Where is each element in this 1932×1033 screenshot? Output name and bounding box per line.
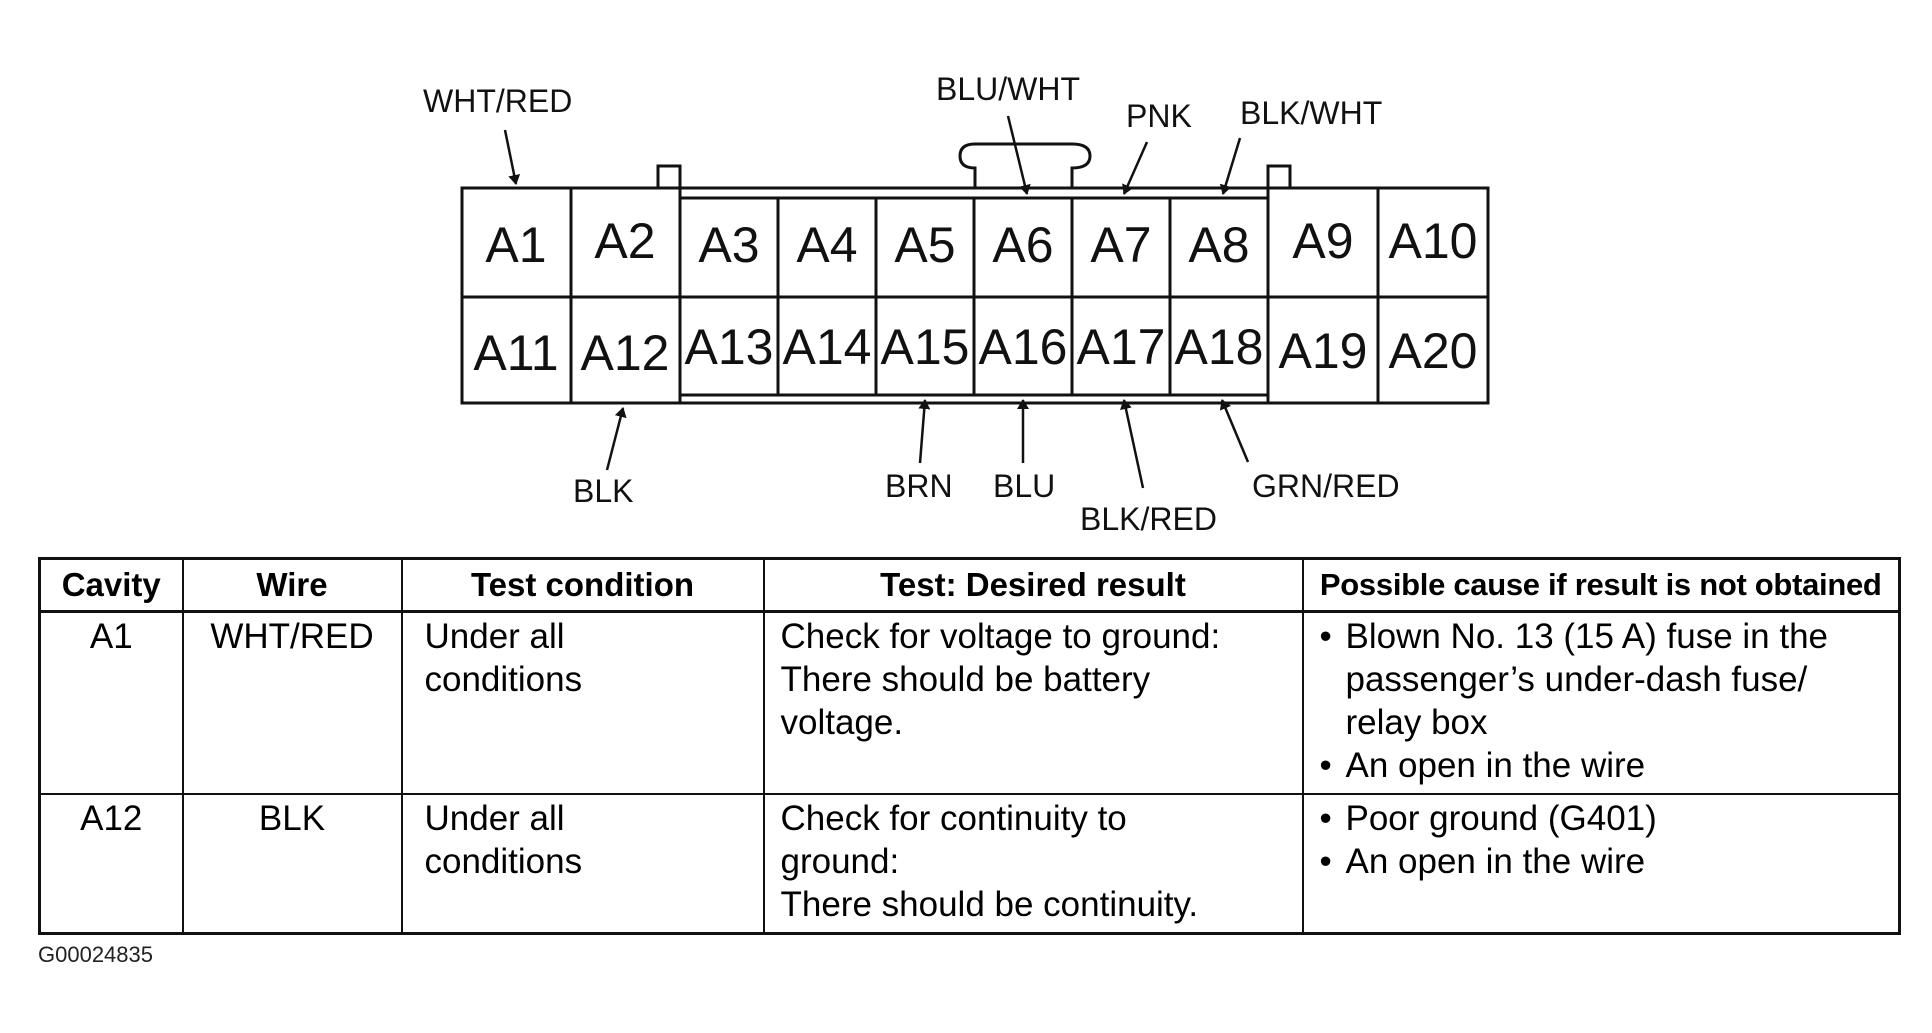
cell-test-condition: Under all conditions [402,794,764,934]
wire-label-a6: BLU/WHT [936,71,1080,107]
pin-a15: A15 [880,319,970,375]
pin-a19: A19 [1278,323,1368,379]
cell-wire: WHT/RED [183,612,402,795]
wire-label-a12: BLK [573,473,634,509]
cell-test-condition: Under all conditions [402,612,764,795]
cell-cavity: A1 [40,612,183,795]
cell-possible-cause [1303,794,1900,934]
cell-desired-result: Check for voltage to ground: There should be battery voltage. [764,612,1303,795]
wire-label-a7: PNK [1126,98,1192,134]
cause-item: • An open in the wire [1312,744,1891,787]
wire-label-a15: BRN [885,468,953,504]
arrow-a18 [1222,400,1248,462]
wire-label-a1: WHT/RED [423,83,573,119]
arrow-a1 [505,130,516,184]
table-row [40,794,1900,934]
arrow-a12 [607,408,623,470]
wire-label-a8: BLK/WHT [1240,95,1383,131]
arrow-a15 [920,400,925,463]
pin-a16: A16 [978,319,1068,375]
pin-a2: A2 [594,213,656,269]
wire-label-a16: BLU [993,468,1056,504]
table-header-row [40,559,1900,612]
pin-a17: A17 [1076,319,1166,375]
pin-a1: A1 [485,217,547,273]
cause-item: • Blown No. 13 (15 A) fuse in the passenger’s under-dash fuse/ relay box [1312,615,1891,744]
pin-a20: A20 [1388,323,1478,379]
pin-a11: A11 [473,325,559,381]
pin-a4: A4 [796,217,858,273]
pin-a8: A8 [1188,217,1250,273]
cause-list [1312,615,1891,787]
header-test-condition: Test condition [402,559,764,612]
cell-cavity: A12 [40,794,183,934]
pin-a12: A12 [580,325,670,381]
wire-label-a17: BLK/RED [1080,501,1217,537]
cell-wire: BLK [183,794,402,934]
pin-a14: A14 [782,319,872,375]
pin-a7: A7 [1090,217,1152,273]
header-possible-cause: Possible cause if result is not obtained [1303,559,1900,612]
pins-top-row [485,213,1477,273]
figure-id: G00024835 [38,942,153,967]
pin-a18: A18 [1174,319,1264,375]
header-cavity: Cavity [40,559,183,612]
cause-item: • An open in the wire [1312,840,1891,883]
pin-a5: A5 [894,217,956,273]
arrow-a8 [1223,138,1240,194]
pin-a9: A9 [1292,213,1354,269]
header-wire: Wire [183,559,402,612]
cell-possible-cause [1303,612,1900,795]
cell-desired-result: Check for continuity to ground: There should be continuity. [764,794,1303,934]
pin-a10: A10 [1388,213,1478,269]
wire-label-a18: GRN/RED [1252,468,1400,504]
arrow-a7 [1124,142,1147,194]
pin-a6: A6 [992,217,1054,273]
pin-a13: A13 [684,319,774,375]
wire-callouts [423,71,1400,537]
pin-a3: A3 [698,217,760,273]
arrow-a6 [1008,116,1027,194]
test-table [38,557,1901,935]
cause-item: • Poor ground (G401) [1312,797,1891,840]
table-row [40,612,1900,795]
arrow-a17 [1124,400,1143,488]
header-desired-result: Test: Desired result [764,559,1303,612]
cause-list [1312,797,1891,883]
